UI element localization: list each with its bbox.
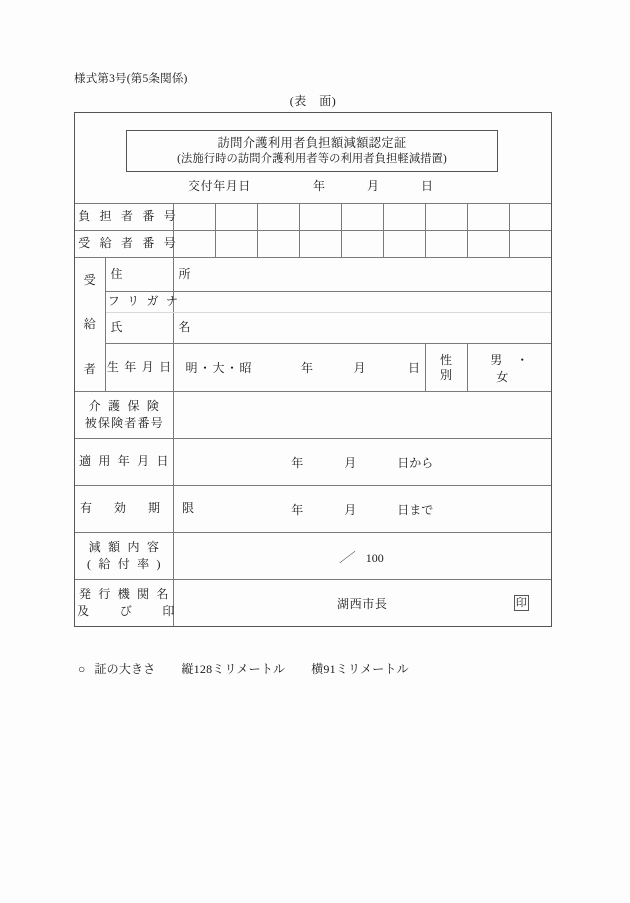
apply-date-month: 月 — [344, 455, 357, 470]
payer-number-cell-2[interactable] — [215, 204, 257, 231]
recipient-number-cell-6[interactable] — [383, 231, 425, 258]
table-row-apply-date — [75, 439, 551, 486]
certificate-table — [75, 203, 551, 626]
size-note-marker: ○ — [78, 662, 86, 676]
expiry-date-month: 月 — [344, 502, 357, 517]
certificate-subtitle: (法施行時の訪問介護利用者等の利用者負担軽減措置) — [177, 152, 447, 165]
certificate-header-area — [75, 113, 551, 203]
payer-number-cell-4[interactable] — [299, 204, 341, 231]
expiry-date-label: 有 効 期 限 — [75, 486, 173, 533]
size-note-label: 証の大きさ — [94, 662, 156, 676]
sex-separator: ・ — [516, 352, 543, 367]
issue-date-day: 日 — [421, 179, 434, 193]
recipient-group-char-2: 給 — [83, 317, 96, 332]
name-label: 氏 名 — [105, 312, 173, 343]
issuer-label — [75, 580, 177, 627]
table-row-furigana — [75, 291, 551, 312]
recipient-number-cell-7[interactable] — [425, 231, 467, 258]
apply-date-value[interactable] — [173, 439, 551, 486]
issue-date-year: 年 — [313, 179, 326, 193]
table-row-payer-number — [75, 204, 551, 231]
sex-label — [425, 344, 467, 392]
table-row-issuer — [75, 580, 551, 627]
reduction-denominator: 100 — [365, 550, 384, 565]
birthdate-label: 生 年 月 日 — [105, 344, 173, 392]
payer-number-cell-7[interactable] — [425, 204, 467, 231]
seal-icon: 印 — [515, 597, 528, 609]
name-value[interactable] — [173, 312, 551, 343]
issue-date-month: 月 — [367, 179, 380, 193]
expiry-date-value[interactable] — [173, 486, 551, 533]
issue-date-row — [75, 177, 551, 194]
recipient-number-cell-1[interactable] — [173, 231, 215, 258]
certificate-title: 訪問介護利用者負担額減額認定証 — [217, 136, 407, 151]
size-note — [78, 660, 409, 677]
furigana-value[interactable] — [173, 291, 551, 312]
insured-number-label-line2: 被保険者番号 — [84, 416, 164, 430]
issuer-name: 湖西市長 — [337, 596, 388, 611]
apply-date-label: 適 用 年 月 日 — [75, 439, 173, 486]
furigana-label: フ リ ガ ナ — [105, 291, 173, 312]
birthdate-value[interactable] — [173, 344, 425, 392]
payer-number-cell-1[interactable] — [173, 204, 215, 231]
recipient-number-cell-2[interactable] — [215, 231, 257, 258]
table-row-birthdate — [75, 344, 551, 392]
birthdate-month: 月 — [353, 361, 367, 376]
expiry-date-day-suffix: 日まで — [397, 502, 434, 517]
payer-number-cell-3[interactable] — [257, 204, 299, 231]
payer-number-cell-9[interactable] — [509, 204, 551, 231]
recipient-number-cell-4[interactable] — [299, 231, 341, 258]
sex-label-line1: 性 — [439, 352, 452, 367]
payer-number-cell-8[interactable] — [467, 204, 509, 231]
issue-date-label: 交付年月日 — [188, 179, 252, 193]
address-value[interactable] — [173, 258, 551, 292]
table-row-insured-number — [75, 392, 551, 439]
recipient-number-cell-8[interactable] — [467, 231, 509, 258]
payer-number-label: 負 担 者 番 号 — [75, 204, 173, 231]
insured-number-value[interactable] — [173, 392, 551, 439]
reduction-label-line2: ( 給 付 率 ) — [86, 557, 163, 571]
sex-female[interactable]: 女 — [496, 369, 523, 384]
reduction-label-line1: 減 額 内 容 — [88, 539, 162, 554]
reduction-slash: ／ — [337, 549, 356, 565]
address-label: 住 所 — [105, 258, 173, 292]
certificate-title-box — [126, 130, 498, 172]
recipient-number-cell-9[interactable] — [509, 231, 551, 258]
payer-number-cell-5[interactable] — [341, 204, 383, 231]
birthdate-era: 明・大・昭 — [185, 361, 254, 376]
recipient-group-char-3: 者 — [83, 361, 96, 376]
birthdate-year: 年 — [301, 361, 314, 376]
certificate-frame — [74, 112, 552, 627]
recipient-number-cell-5[interactable] — [341, 231, 383, 258]
apply-date-year: 年 — [291, 455, 304, 470]
issuer-label-line1: 発 行 機 関 名 — [78, 586, 171, 601]
sex-label-line2: 別 — [439, 367, 452, 382]
expiry-date-year: 年 — [291, 502, 304, 517]
table-row-reduction — [75, 533, 551, 580]
issuer-label-line2: 及 び 印 — [77, 604, 177, 618]
payer-number-cell-6[interactable] — [383, 204, 425, 231]
issuer-value-cell[interactable] — [173, 580, 551, 627]
size-note-width: 横91ミリメートル — [311, 662, 409, 676]
form-number-label: 様式第3号(第5条関係) — [74, 73, 188, 85]
insured-number-label-line1: 介 護 保 険 — [88, 398, 162, 413]
birthdate-day: 日 — [408, 361, 421, 376]
recipient-number-label: 受 給 者 番 号 — [75, 231, 173, 258]
reduction-value[interactable] — [173, 533, 551, 580]
insured-number-label — [75, 392, 173, 439]
recipient-group-label — [75, 258, 105, 392]
apply-date-day-suffix: 日から — [397, 455, 434, 470]
page-side-label: (表 面) — [289, 94, 337, 108]
table-row-name — [75, 312, 551, 343]
table-row-expiry-date — [75, 486, 551, 533]
recipient-group-char-1: 受 — [83, 273, 96, 288]
sex-male[interactable]: 男 — [490, 352, 517, 367]
sex-value[interactable] — [467, 344, 551, 392]
table-row-recipient-number — [75, 231, 551, 258]
table-row-address — [75, 258, 551, 292]
recipient-number-cell-3[interactable] — [257, 231, 299, 258]
size-note-height: 縦128ミリメートル — [181, 662, 286, 676]
reduction-label — [75, 533, 173, 580]
